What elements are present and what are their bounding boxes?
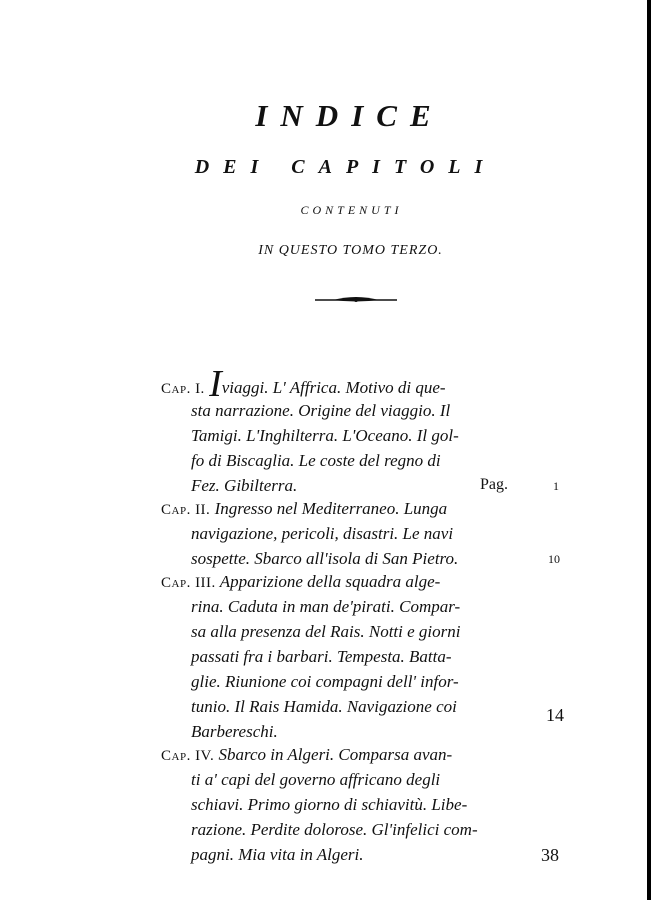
toc-line: ti a' capi del governo affricano degli (191, 770, 441, 789)
toc-line: razione. Perdite dolorose. Gl'infelici com- (191, 820, 478, 839)
toc-text: Sbarco in Algeri. Comparsa avan- (218, 745, 453, 764)
toc-line (161, 497, 447, 520)
chapter-label: Cap. IV. (161, 748, 215, 764)
toc-line: glie. Riunione coi compagni dell' infor- (191, 672, 459, 691)
toc-line: Tamigi. L'Inghilterra. L'Oceano. Il gol- (191, 426, 459, 445)
toc-line: sta narrazione. Origine del viaggio. Il (191, 401, 451, 420)
toc-line: sospette. Sbarco all'isola di San Pietro. (191, 549, 459, 568)
toc-text: Apparizione della squadra alge- (219, 572, 441, 591)
pag-label: Pag. (480, 476, 508, 493)
toc-line (161, 570, 440, 593)
toc-line: schiavi. Primo giorno di schiavitù. Libe- (191, 795, 468, 814)
toc-line: tunio. Il Rais Hamida. Navigazione coi (191, 697, 457, 716)
toc-line: pagni. Mia vita in Algeri. (191, 845, 364, 864)
toc-line: navigazione, pericoli, disastri. Le navi (191, 524, 454, 543)
toc-line: fo di Biscaglia. Le coste del regno di (191, 451, 441, 470)
drop-initial: I (209, 363, 222, 405)
page-number: 38 (541, 845, 559, 865)
toc-line (161, 743, 452, 766)
toc-line: Barbereschi. (191, 722, 278, 741)
toc-text: Ingresso nel Mediterraneo. Lunga (214, 499, 448, 518)
page-number: 10 (548, 552, 560, 566)
toc-line (161, 363, 446, 405)
toc-line: rina. Caduta in man de'pirati. Compar- (191, 597, 461, 616)
volume-heading: IN QUESTO TOMO TERZO. (258, 243, 443, 258)
toc-line: sa alla presenza del Rais. Notti e giorni (191, 622, 461, 641)
page-edge (647, 0, 651, 900)
page-number: 1 (553, 479, 559, 493)
chapter-label: Cap. III. (161, 575, 216, 591)
contenuti-heading: CONTENUTI (300, 203, 403, 217)
page-number: 14 (546, 705, 564, 725)
toc-line: passati fra i barbari. Tempesta. Batta- (191, 647, 452, 666)
ornament-rule (313, 294, 399, 306)
toc-text: viaggi. L' Affrica. Motivo di que- (221, 378, 446, 397)
toc-line: Fez. Gibilterra. (191, 476, 298, 495)
chapter-label: Cap. I. (161, 381, 205, 397)
page-title: INDICE (255, 98, 444, 133)
chapter-label: Cap. II. (161, 502, 211, 518)
page-subtitle: DEI CAPITOLI (194, 156, 497, 178)
